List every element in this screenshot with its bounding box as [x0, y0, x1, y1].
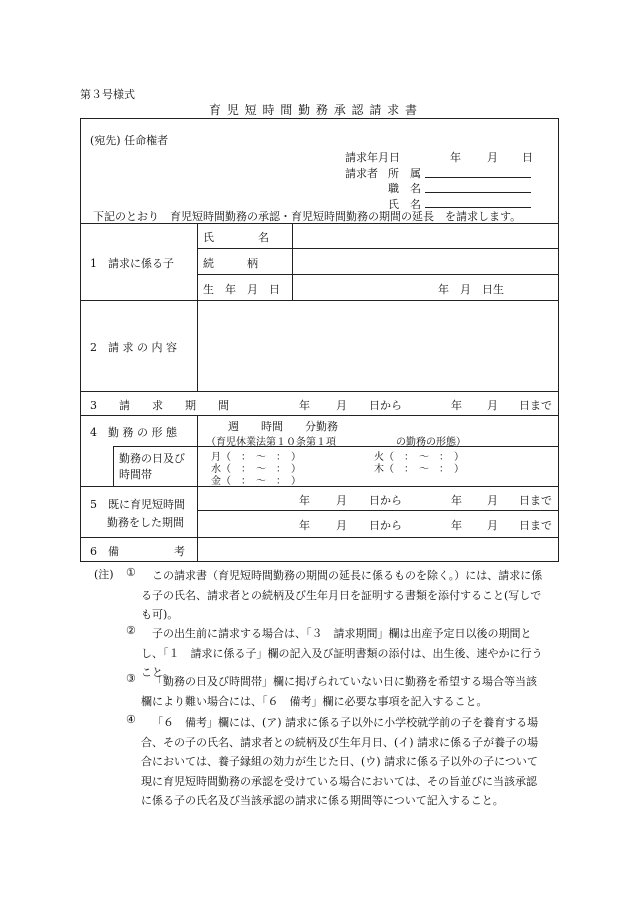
- note-2-mark: ②: [126, 624, 136, 637]
- request-date-month: 月: [487, 151, 498, 164]
- prior-period-2-year-to: 年: [451, 519, 462, 532]
- prior-period-2-month-from: 月: [336, 519, 347, 532]
- wednesday-hours[interactable]: 水（ ： ～ ： ）: [211, 464, 301, 475]
- prior-period-2-from: 日から: [369, 519, 402, 532]
- note-3-mark: ③: [126, 672, 136, 685]
- note-3: 「勤務の日及び時間帯」欄に掲げられていない日に勤務を希望する場合等当該欄により難い場合には、「６ 備考」欄に必要な事項を記入すること。: [141, 675, 537, 708]
- notes-prefix: (注): [94, 568, 114, 581]
- request-date-day: 日: [522, 151, 533, 164]
- requester-title-label: 職 名: [388, 182, 421, 195]
- requester-dept-label: 所 属: [388, 167, 421, 180]
- weekly-hours: 週 時間 分勤務: [228, 420, 338, 433]
- period-year-to: 年: [451, 399, 462, 412]
- request-date-year: 年: [450, 151, 461, 164]
- prior-period-2-to: 日まで: [519, 519, 552, 532]
- law-reference: （育児休業法第１０条第１項 の勤務の形態）: [206, 437, 466, 448]
- child-birth-value: 年 月 日生: [438, 283, 504, 296]
- note-1: この請求書（育児短時間勤務の期間の延長に係るものを除く。）には、請求に係る子の氏名、請求者との続柄及び生年月日を証明する書類を添付すること(写しでも可)。: [141, 569, 543, 621]
- prior-period-year-from: 年: [299, 494, 310, 507]
- work-days-label-2: 時間帯: [119, 468, 152, 481]
- row6-label: 6 備 考: [90, 545, 185, 558]
- thursday-hours[interactable]: 木（ ： ～ ： ）: [374, 464, 464, 475]
- period-month-from: 月: [336, 399, 347, 412]
- row5-label-1: 5 既に育児短時間: [90, 498, 185, 511]
- note-2: 子の出生前に請求する場合は、「３ 請求期間」欄は出産予定日以後の期間とし、「１ 請求に係る子」欄の記入及び証明書類の添付は、出生後、速やかに行うこと。: [141, 627, 543, 679]
- request-statement: 下記のとおり 育児短時間勤務の承認・育児短時間勤務の期間の延長 を請求します。: [93, 210, 522, 223]
- child-relation-label: 続 柄: [203, 257, 258, 270]
- friday-hours[interactable]: 金（ ： ～ ： ）: [211, 476, 301, 487]
- prior-period-year-to: 年: [451, 494, 462, 507]
- prior-period-2-year-from: 年: [299, 519, 310, 532]
- period-from: 日から: [369, 399, 402, 412]
- period-year-from: 年: [299, 399, 310, 412]
- period-month-to: 月: [487, 399, 498, 412]
- prior-period-from: 日から: [369, 494, 402, 507]
- child-name-label: 氏 名: [203, 231, 269, 244]
- requester-title-field[interactable]: [425, 192, 531, 193]
- requester-dept-field[interactable]: [425, 177, 531, 178]
- row4-label: 4 勤 務 の 形 態: [90, 426, 177, 439]
- note-1-mark: ①: [126, 566, 136, 579]
- prior-period-month-from: 月: [336, 494, 347, 507]
- tuesday-hours[interactable]: 火（ ： ～ ： ）: [374, 452, 464, 463]
- row2-label: 2 請 求 の 内 容: [90, 341, 177, 354]
- addressee: (宛先) 任命権者: [90, 134, 169, 147]
- note-4-mark: ④: [126, 713, 136, 726]
- row1-label: 1 請求に係る子: [90, 257, 174, 270]
- prior-period-2-month-to: 月: [487, 519, 498, 532]
- prior-period-month-to: 月: [487, 494, 498, 507]
- requester-name-label: 氏 名: [388, 198, 421, 211]
- note-4: 「６ 備考」欄には、(ア) 請求に係る子以外に小学校就学前の子を養育する場合、その子の氏名、請求者との続柄及び生年月日、(イ) 請求に係る子が養子の場合においては、養子縁組の効力が生じた日、(ウ) 請求に係る子以外の子について現に育児短時間勤務の承認を受けている場合においては、その旨並びに当該承認に係る子の氏名及び当該承認の請求に係る期間等について記入すること。: [141, 716, 539, 807]
- requester-label: 請求者: [345, 167, 378, 180]
- row5-label-2: 勤務をした期間: [107, 516, 184, 529]
- request-date-label: 請求年月日: [345, 151, 400, 164]
- child-birth-label: 生 年 月 日: [203, 283, 280, 296]
- work-days-label-1: 勤務の日及び: [119, 452, 185, 465]
- period-to: 日まで: [519, 399, 552, 412]
- form-number: 第３号様式: [80, 88, 135, 101]
- prior-period-to: 日まで: [519, 494, 552, 507]
- row3-label: 3 請 求 期 間: [90, 399, 229, 412]
- document-title: 育 児 短 時 間 勤 務 承 認 請 求 書: [209, 103, 418, 117]
- monday-hours[interactable]: 月（ ： ～ ： ）: [211, 452, 301, 463]
